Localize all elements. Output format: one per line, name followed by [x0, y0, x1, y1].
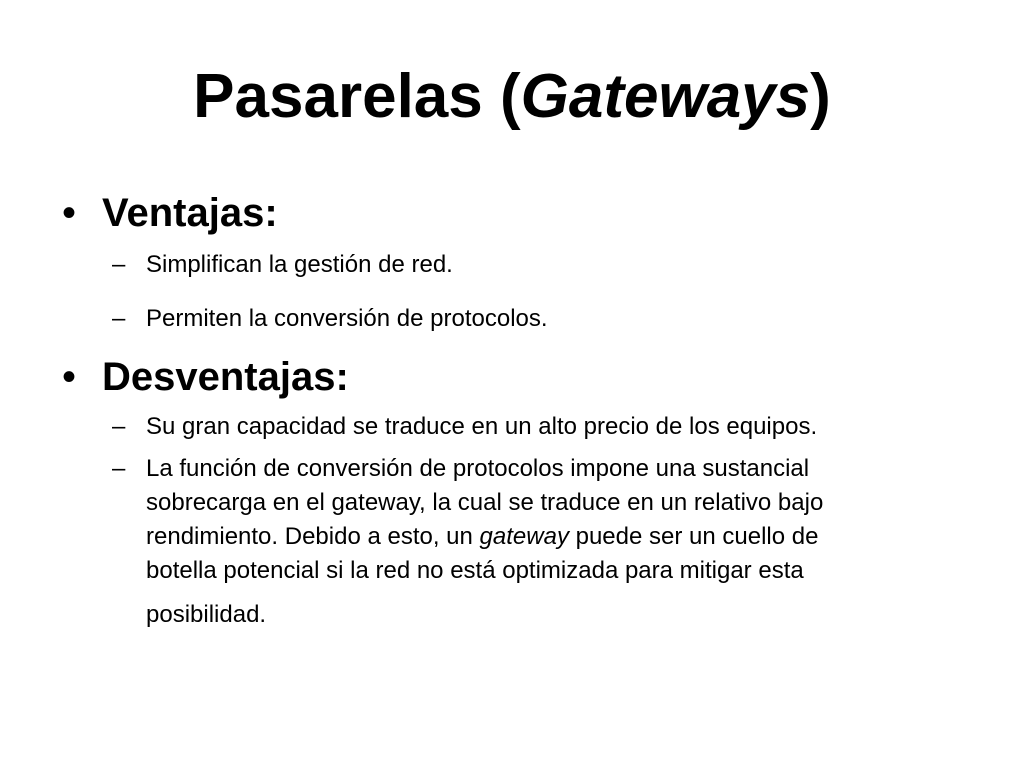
long-item-line-1: La función de conversión de protocolos impone una sustancial — [146, 455, 810, 482]
heading-desventajas — [62, 354, 349, 400]
title-emphasis: Gateways — [520, 62, 811, 131]
bullet-marker: • — [62, 191, 77, 235]
long-item-line-3a: rendimiento. Debido a esto, un — [146, 523, 480, 550]
long-item-line-4: botella potencial si la red no está optimizada para mitigar esta — [146, 557, 804, 584]
dash-marker: – — [112, 251, 126, 278]
long-item-line-3b: puede ser un cuello de — [568, 523, 819, 550]
long-item-line-5: posibilidad. — [146, 601, 267, 628]
heading-ventajas-label: Ventajas: — [102, 191, 278, 235]
dash-marker: – — [112, 413, 126, 440]
long-item-emphasis: gateway — [479, 523, 569, 550]
title-main: Pasarelas ( — [193, 62, 521, 131]
dash-marker: – — [112, 305, 126, 332]
list-item — [112, 248, 972, 282]
dash-marker: – — [112, 455, 126, 482]
slide-title — [0, 60, 1024, 134]
list-item-long — [112, 452, 972, 632]
list-item-text: Simplifican la gestión de red. — [146, 251, 453, 278]
bullet-marker: • — [62, 355, 77, 399]
heading-ventajas — [62, 190, 278, 236]
long-item-line-2: sobrecarga en el gateway, la cual se traduce en un relativo bajo — [146, 489, 824, 516]
list-item-text: Su gran capacidad se traduce en un alto precio de los equipos. — [146, 413, 818, 440]
title-close: ) — [810, 62, 831, 131]
heading-desventajas-label: Desventajas: — [102, 355, 349, 399]
list-item-text: Permiten la conversión de protocolos. — [146, 305, 548, 332]
list-item-text — [146, 452, 972, 632]
list-item — [112, 410, 972, 444]
list-item — [112, 302, 972, 336]
